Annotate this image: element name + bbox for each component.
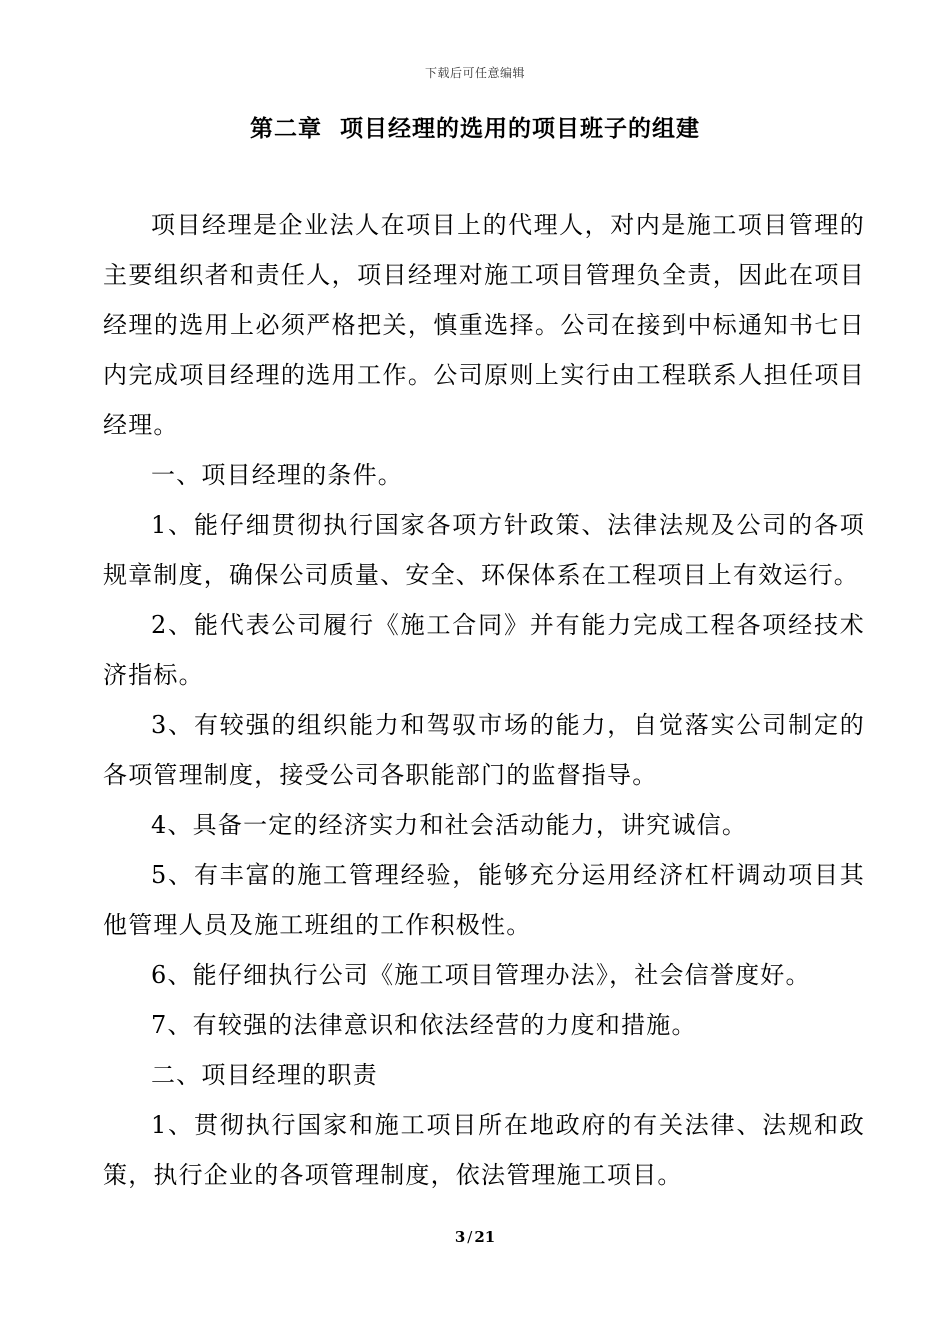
page-current: 3 xyxy=(454,1228,466,1246)
paragraph-condition-2: 2、能代表公司履行《施工合同》并有能力完成工程各项经技术济指标。 xyxy=(103,611,865,689)
page-total: 21 xyxy=(474,1228,496,1246)
paragraph-condition-7: 7、有较强的法律意识和依法经营的力度和措施。 xyxy=(151,1011,697,1039)
paragraph-section-heading-conditions: 一、项目经理的条件。 xyxy=(151,461,403,489)
page-separator: / xyxy=(467,1228,473,1246)
header-note: 下载后可任意编辑 xyxy=(424,66,525,80)
paragraph-intro: 项目经理是企业法人在项目上的代理人，对内是施工项目管理的主要组织者和责任人，项目经理对施工项目管理负全责，因此在项目经理的选用上必须严格把关，慎重选择。公司在接到中标通知书七日内完成项目经理的选用工作。公司原则上实行由工程联系人担任项目经理。 xyxy=(103,211,865,439)
body-text xyxy=(103,200,865,1200)
page-number xyxy=(0,1228,950,1246)
chapter-title: 第二章 项目经理的选用的项目班子的组建 xyxy=(249,115,700,142)
paragraph-condition-3: 3、有较强的组织能力和驾驭市场的能力，自觉落实公司制定的各项管理制度，接受公司各职能部门的监督指导。 xyxy=(103,711,865,789)
paragraph-section-heading-duties: 二、项目经理的职责 xyxy=(151,1061,378,1089)
paragraph-condition-4: 4、具备一定的经济实力和社会活动能力，讲究诚信。 xyxy=(151,811,748,839)
paragraph-condition-5: 5、有丰富的施工管理经验，能够充分运用经济杠杆调动项目其他管理人员及施工班组的工作积极性。 xyxy=(103,861,865,939)
paragraph-condition-1: 1、能仔细贯彻执行国家各项方针政策、法律法规及公司的各项规章制度，确保公司质量、安全、环保体系在工程项目上有效运行。 xyxy=(103,511,865,589)
paragraph-duty-1: 1、贯彻执行国家和施工项目所在地政府的有关法律、法规和政策，执行企业的各项管理制度，依法管理施工项目。 xyxy=(103,1111,865,1189)
paragraph-condition-6: 6、能仔细执行公司《施工项目管理办法》，社会信誉度好。 xyxy=(151,961,811,989)
